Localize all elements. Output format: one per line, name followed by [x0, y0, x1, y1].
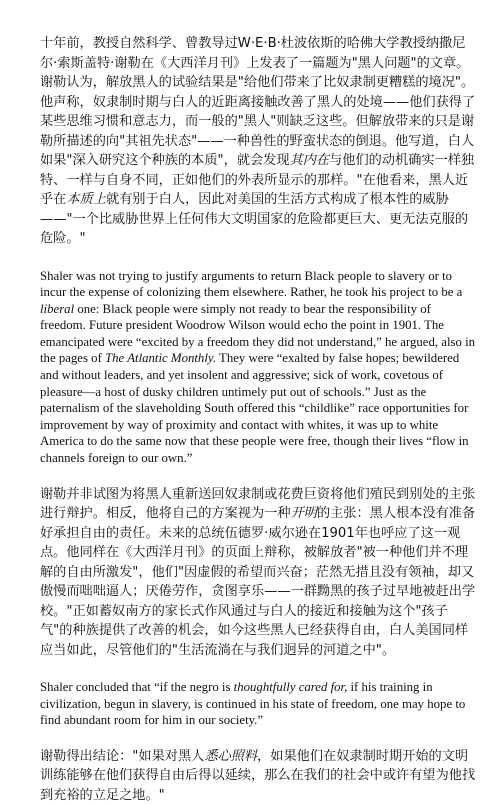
italic-segment: 其内在	[289, 153, 330, 168]
italic-segment: 悉心照料	[204, 748, 258, 764]
text-segment: if his training in civilization, begun in slavery, is continued in his state of freedom, one may hope to find abundant room for him in our society.”	[40, 680, 466, 728]
italic-segment: liberal	[40, 301, 75, 316]
text-segment: 就有别于白人，因此对美国的生活方式构成了根本性的威胁——"一个比威胁世界上任何伟大文明国家的危险都更巨大、更无法克服的危险。"	[40, 192, 469, 246]
paragraph-zh-1	[40, 34, 478, 249]
italic-segment: thoughtfully cared for,	[233, 680, 348, 695]
text-segment: Shaler concluded that “if the negro is	[40, 680, 234, 695]
text-segment: 谢勒并非试图为将黑人重新送回奴隶制或花费巨资将他们殖民到别处的主张进行辩护。相反，他将自己的方案视为一种	[40, 486, 476, 522]
text-segment: 十年前，教授自然科学、曾教导过W·E·B·杜波依斯的哈佛大学教授纳撒尼尔·索斯盖特·谢勒在《大西洋月刊》上发表了一篇题为"黑人问题"的文章。谢勒认为，解放黑人的试验结果是"给他们带来了比奴隶制更糟糕的境况"。他声称，奴隶制时期与白人的近距离接触改善了黑人的处境——他们获得了某些思维习惯和意志力，而一般的"黑人"则缺乏这些。但解放带来的只是谢勒所描述的向"其祖先状态"——一种兽性的野蛮状态的倒退。他写道，白人如果"深入研究这个种族的本质"，就会发现	[40, 36, 476, 168]
paragraph-zh-2	[40, 485, 478, 661]
text-segment: 的主张：黑人根本没有准备好承担自由的责任。未来的总统伍德罗·威尔逊在1901年也呼应了这一观点。他同样在《大西洋月刊》的页面上辩称，被解放者"被一种他们并不理解的自由所激发"，他们"因虚假的希望而兴奋；茫然无措且没有领袖，却又傲慢而咄咄逼人；厌倦劳作，贪图享乐——一群黝黑的孩子过早地被赶出学校。"正如蓄奴南方的家长式作风通过与白人的接近和接触为这个"孩子气"的种族提供了改善的机会，如今这些黑人已经获得自由，白人美国同样应当如此，尽管他们的"生活流淌在与我们迥异的河道之中"。	[40, 506, 476, 658]
text-segment: one: Black people were simply not ready to bear the responsibility of freedom. Future president Woodrow Wilson would echo the point in 1901. The emancipated were “excited by a freedom they did not understand,” he argued, also in the pages of	[40, 301, 476, 366]
paragraph-zh-3	[40, 747, 478, 805]
paragraph-en-1	[40, 268, 478, 467]
text-segment: They were “exalted by false hopes; bewildered and without leaders, and yet insolent and aggressive; sick of work, covetous of pleasure—a host of dusky children untimely put out of schools.” Just as the paternalism of the slaveholding South offered this “childlike” race opportunities for improvement by way of proximity and contact with whites, it was up to white America to do the same now that these people were free, though their lives “flow in channels foreign to our own.”	[40, 351, 469, 466]
italic-segment: 本质上	[66, 192, 106, 207]
text-segment: 谢勒得出结论："如果对黑人	[40, 748, 205, 764]
italic-segment: 开明	[290, 506, 317, 522]
text-segment: ，如果他们在奴隶制时期开始的文明训练能够在他们获得自由后得以延续，那么在我们的社会中或许有望为他找到充裕的立足之地。"	[40, 748, 476, 803]
paragraph-en-2	[40, 679, 478, 729]
text-segment: 与他们的动机确实一样独特、一样与自身不同，正如他们的外表所显示的那样。"在他看来，黑人近乎在	[40, 153, 475, 207]
italic-segment: The Atlantic Monthly.	[105, 351, 217, 366]
text-segment: Shaler was not trying to justify arguments to return Black people to slavery or to incur the expense of colonizing them elsewhere. Rather, he took his project to be a	[40, 268, 463, 300]
